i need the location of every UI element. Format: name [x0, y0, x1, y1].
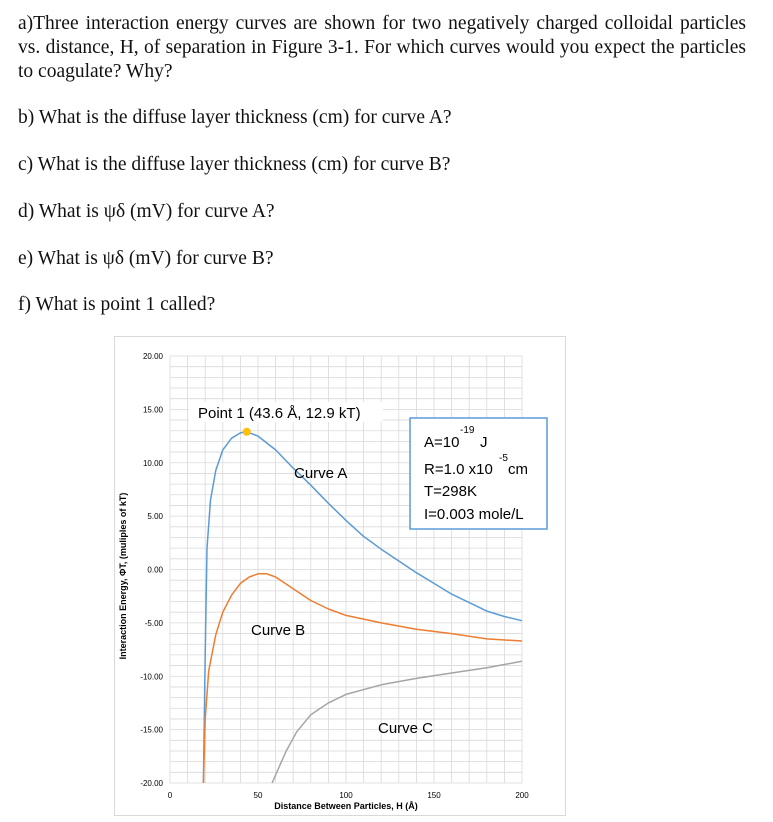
param-t-text: T=298K [424, 483, 477, 500]
curve-c-label: Curve C [378, 720, 434, 737]
question-b: b) What is the diffuse layer thickness (cm) for curve A? [18, 107, 452, 128]
y-tick-label: 5.00 [147, 512, 163, 522]
interaction-energy-chart [114, 336, 566, 816]
y-axis-label: Interaction Energy, ΦT, (muliples of kT) [118, 492, 128, 660]
param-a-text: A=10 [424, 434, 460, 451]
x-tick-label: 50 [253, 791, 263, 800]
curve-a-label: Curve A [294, 465, 348, 482]
question-d: d) What is ψδ (mV) for curve A? [18, 201, 275, 222]
parameter-box [410, 418, 547, 529]
x-tick-label: 150 [427, 791, 441, 800]
question-f: f) What is point 1 called? [18, 294, 216, 315]
y-tick-label: 20.00 [142, 352, 163, 361]
x-tick-label: 0 [167, 791, 173, 800]
point-1-marker [243, 428, 251, 436]
question-a: a)Three interaction energy curves are shown for two negatively charged colloidal particles vs. distance, H, of separation in Figure 3-1. For which curves would you expect the particles to coagulate? Why? [18, 13, 746, 82]
curve-b-label: Curve B [251, 622, 306, 639]
y-tick-label: 15.00 [142, 405, 163, 415]
param-r-unit: cm [508, 461, 528, 478]
question-c: c) What is the diffuse layer thickness (cm) for curve B? [18, 154, 451, 175]
y-tick-label: -15.00 [140, 725, 163, 735]
param-r-exponent: -5 [499, 453, 508, 464]
y-tick-label: -5.00 [144, 618, 163, 628]
y-tick-label: 0.00 [147, 565, 163, 575]
param-r-text: R=1.0 x10 [424, 461, 493, 478]
x-axis-label: Distance Between Particles, H (Å) [274, 801, 418, 811]
param-a-unit: J [480, 434, 488, 451]
y-tick-label: -20.00 [140, 779, 163, 788]
y-tick-label: 10.00 [142, 458, 163, 468]
x-tick-label: 100 [339, 791, 353, 800]
param-a-exponent: -19 [460, 425, 475, 436]
figure-3-1 [114, 336, 566, 816]
x-tick-label: 200 [515, 791, 529, 800]
question-e: e) What is ψδ (mV) for curve B? [18, 248, 274, 269]
param-i-text: I=0.003 mole/L [424, 506, 524, 523]
point-1-label: Point 1 (43.6 Å, 12.9 kT) [198, 405, 361, 422]
y-tick-label: -10.00 [140, 672, 163, 682]
